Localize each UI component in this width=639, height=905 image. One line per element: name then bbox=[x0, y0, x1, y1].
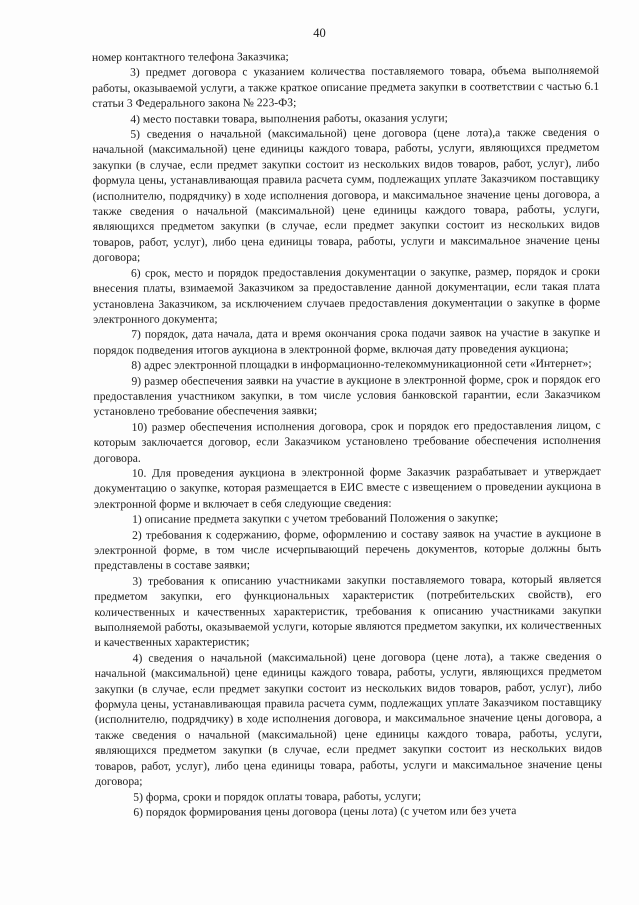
paragraph: 3) требования к описанию участниками закупки поставляемого товара, который является предметом закупки, его функциональных характеристик (потребительских свойств), его количественных и качественных характеристик, требования к описанию участниками закупки выполняемой работы, оказываемой услуги, которые являются предметом закупки, их количественных и качественных характеристик; bbox=[94, 572, 602, 650]
paragraph: 1) описание предмета закупки с учетом требований Положения о закупке; bbox=[132, 511, 499, 527]
paragraph: 9) размер обеспечения заявки на участие в аукционе в электронной форме, срок и порядок его предоставления участником закупки, в том числе условия банковской гарантии, если Заказчиком установлено требование обеспечения заявки; bbox=[93, 372, 601, 419]
paragraph: 10) размер обеспечения исполнения договора, срок и порядок его предоставления лицом, с которым заключается договор, если Заказчиком установлено требование обеспечения исполнения договора. bbox=[93, 418, 601, 465]
paragraph: 2) требования к содержанию, форме, оформлению и составу заявок на участие в аукционе в электронной форме, в том числе исчерпывающий перечень документов, которые должны быть представлены в составе заявки; bbox=[94, 526, 602, 573]
paragraph: номер контактного телефона Заказчика; bbox=[92, 50, 289, 64]
paragraph: 7) порядок, дата начала, дата и время окончания срока подачи заявок на участие в закупке и порядок подведения итогов аукциона в электронной форме, включая дату проведения аукциона; bbox=[93, 326, 601, 357]
paragraph: 6) порядок формирования цены договора (цены лота) (с учетом или без учета bbox=[133, 804, 517, 819]
paragraph: 4) сведения о начальной (максимальной) цене договора (цене лота), а также сведения о начальной (максимальной) цене единицы каждого товара, работы, услуги, являющихся предметом закупки (в случае, если предмет закупки состоит из нескольких видов товаров, работ, услуг), либо формула цены, устанавливающая правила расчета сумм, подлежащих уплате Заказчиком поставщику (исполнителю, подрядчику) в ходе исполнения договора, и максимальное значение цены договора, а также сведения о начальной (максимальной) цене единицы каждого товара, работы, услуги, являющихся предметом закупки (в случае, если предмет закупки состоит из нескольких видов товаров, работ, услуг), либо цена единицы товара, работы, услуги и максимальное значение цены договора; bbox=[94, 649, 603, 789]
paragraph: 10. Для проведения аукциона в электронной форме Заказчик разрабатывает и утверждает документацию о закупке, которая размещается в ЕИС вместе с извещением о проведении аукциона в электронной форме и включает в себя следующие сведения: bbox=[93, 464, 601, 511]
paragraph: 3) предмет договора с указанием количества поставляемого товара, объема выполняемой работы, оказываемой услуги, а также краткое описание предмета закупки в соответствии с частью 6.1 статьи 3 Федерального закона № 223-ФЗ; bbox=[92, 64, 600, 111]
paragraph: 5) сведения о начальной (максимальной) цене договора (цене лота),а также сведения о начальной (максимальной) цене единицы каждого товара, работы, услуги, являющихся предметом закупки (в случае, если предмет закупки состоит из нескольких видов товаров, работ, услуг), либо формула цены, устанавливающая правила расчета сумм, подлежащих уплате Заказчиком поставщику (исполнителю, подрядчику) в ходе исполнения договора, и максимальное значение цены договора, а также сведения о начальной (максимальной) цене единицы каждого товара, работы, услуги, являющихся предметом закупки (в случае, если предмет закупки состоит из нескольких видов товаров, работ, услуг), либо цена единицы товара, работы, услуги и максимальное значение цены договора; bbox=[92, 125, 600, 265]
paragraph: 5) форма, сроки и порядок оплаты товара, работы, услуги; bbox=[133, 789, 422, 804]
document-body bbox=[92, 48, 602, 821]
paragraph: 4) место поставки товара, выполнения работы, оказания услуги; bbox=[130, 111, 448, 126]
paragraph: 8) адрес электронной площадки в информационно-телекоммуникационной сети «Интернет»; bbox=[131, 356, 592, 372]
page-number: 40 bbox=[313, 26, 326, 40]
paragraph: 6) срок, место и порядок предоставления документации о закупке, размер, порядок и сроки внесения платы, взимаемой Заказчиком за предоставление данной документации, если такая плата установлена Заказчиком, за исключением случаев предоставления документации о закупке в форме электронного документа; bbox=[93, 264, 601, 326]
